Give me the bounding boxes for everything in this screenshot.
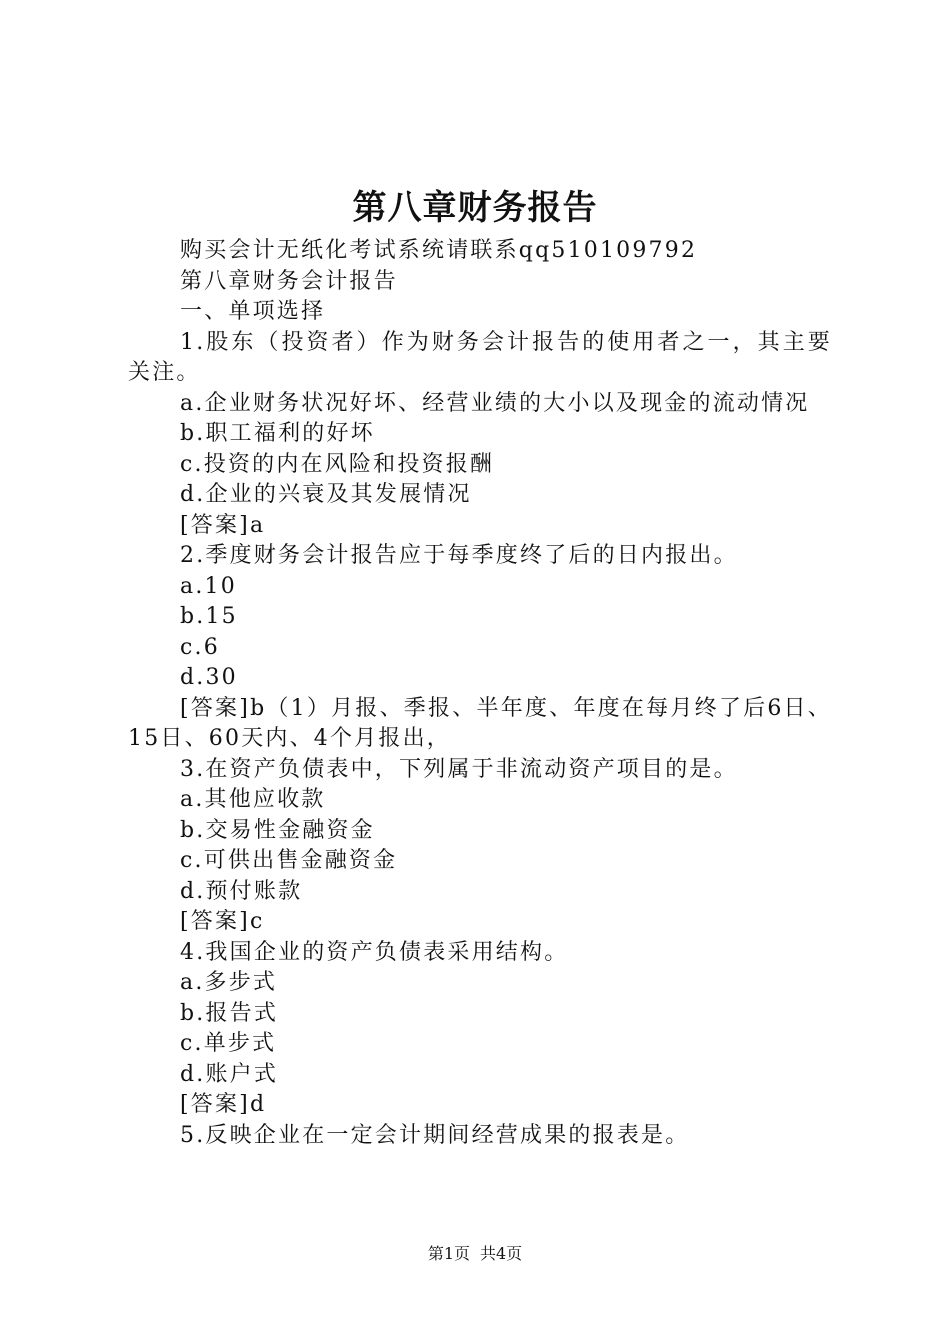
answer: [答案]c bbox=[180, 909, 265, 934]
document-body bbox=[128, 236, 832, 1151]
option: c.6 bbox=[180, 634, 220, 660]
document-title: 第八章财务报告 bbox=[352, 188, 598, 228]
option: a.企业财务状况好坏、经营业绩的大小以及现金的流动情况 bbox=[180, 390, 810, 416]
section-heading: 一、单项选择 bbox=[180, 299, 326, 324]
answer: [答案]a bbox=[180, 512, 266, 538]
page-number: 第1页 bbox=[427, 1244, 470, 1263]
question-5: 5.反映企业在一定会计期间经营成果的报表是。 bbox=[180, 1122, 690, 1148]
question-2: 2.季度财务会计报告应于每季度终了后的日内报出。 bbox=[180, 543, 738, 568]
option: d.预付账款 bbox=[180, 878, 303, 904]
answer: [答案]d bbox=[180, 1092, 267, 1117]
option: d.账户式 bbox=[180, 1061, 279, 1087]
option: a.10 bbox=[180, 573, 237, 599]
paragraph: 购买会计无纸化考试系统请联系qq510109792 bbox=[180, 238, 698, 263]
option: d.30 bbox=[180, 665, 238, 690]
page-footer bbox=[0, 1243, 950, 1265]
option: c.可供出售金融资金 bbox=[180, 848, 398, 873]
option: a.多步式 bbox=[180, 970, 278, 995]
option: b.报告式 bbox=[180, 1000, 279, 1026]
option: d.企业的兴衰及其发展情况 bbox=[180, 482, 472, 507]
question-3: 3.在资产负债表中，下列属于非流动资产项目的是。 bbox=[180, 756, 738, 782]
option: b.15 bbox=[180, 604, 238, 629]
paragraph: 第八章财务会计报告 bbox=[180, 268, 398, 294]
page-total: 共4页 bbox=[480, 1244, 523, 1263]
option: b.职工福利的好坏 bbox=[180, 421, 375, 446]
question-4: 4.我国企业的资产负债表采用结构。 bbox=[180, 939, 569, 965]
question-1: 1.股东（投资者）作为财务会计报告的使用者之一，其主要关注。 bbox=[128, 329, 832, 385]
answer: [答案]b（1）月报、季报、半年度、年度在每月终了后6日、15日、60天内、4个月报出， bbox=[128, 695, 832, 751]
option: c.投资的内在风险和投资报酬 bbox=[180, 451, 495, 477]
option: a.其他应收款 bbox=[180, 787, 326, 812]
option: b.交易性金融资金 bbox=[180, 817, 375, 843]
option: c.单步式 bbox=[180, 1031, 277, 1056]
